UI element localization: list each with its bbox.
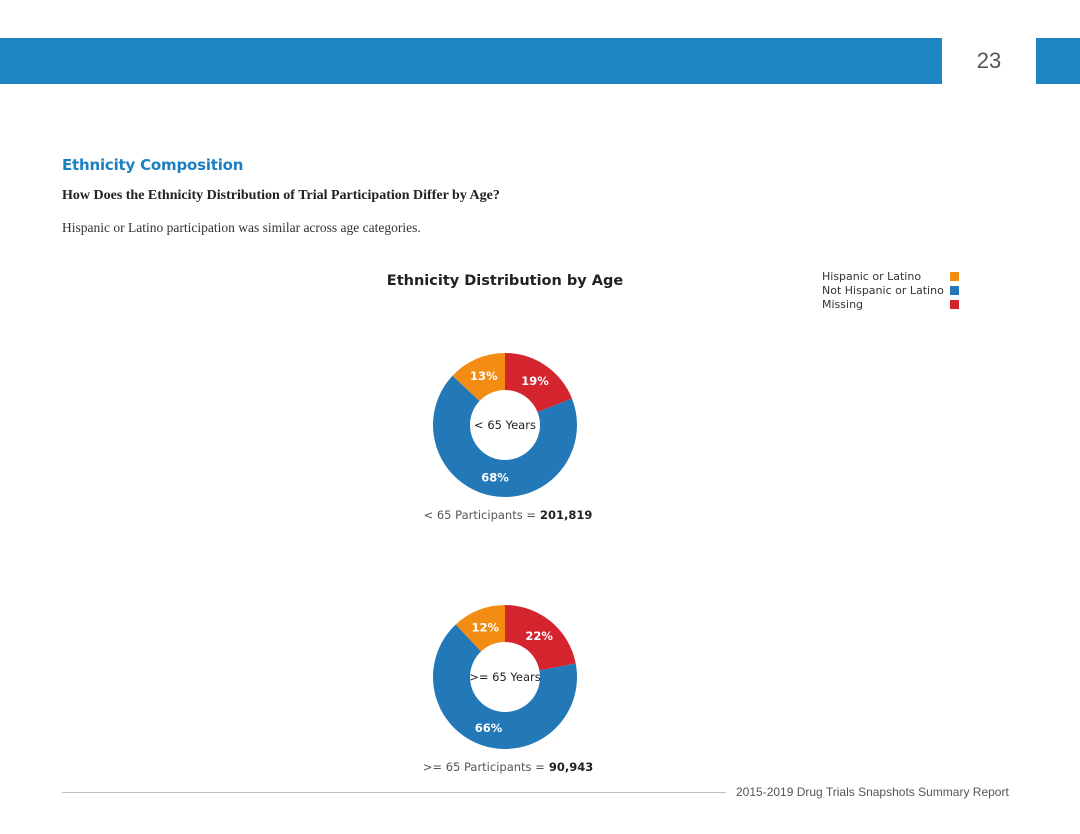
- chart-title: Ethnicity Distribution by Age: [386, 273, 624, 289]
- slice-label: 22%: [525, 628, 553, 643]
- section-question: How Does the Ethnicity Distribution of Trial Participation Differ by Age?: [62, 188, 500, 203]
- participants-value: 90,943: [548, 760, 594, 774]
- section-finding: Hispanic or Latino participation was similar across age categories.: [62, 220, 421, 235]
- participants-label: >= 65 Participants =: [422, 760, 545, 774]
- legend-label: Hispanic or Latino: [822, 270, 922, 283]
- footer-divider: [62, 792, 726, 793]
- slice-label: 13%: [469, 368, 498, 383]
- footer-text: 2015-2019 Drug Trials Snapshots Summary Report: [736, 785, 1009, 799]
- legend-label: Not Hispanic or Latino: [822, 284, 944, 297]
- slice-label: 12%: [471, 620, 500, 635]
- slice-label: 19%: [521, 373, 549, 388]
- participants-label: < 65 Participants =: [423, 508, 537, 522]
- legend-label: Missing: [822, 298, 864, 311]
- participants-under-65: [358, 508, 658, 522]
- donut-center-label: < 65 Years: [474, 418, 536, 432]
- slice-label: 66%: [474, 720, 503, 735]
- donut-center-label: >= 65 Years: [469, 670, 541, 684]
- slice-label: 68%: [481, 470, 509, 485]
- participants-65-plus: [358, 760, 658, 774]
- participants-value: 201,819: [540, 508, 593, 522]
- page-number: 23: [976, 48, 1002, 73]
- section-title: Ethnicity Composition: [62, 156, 244, 174]
